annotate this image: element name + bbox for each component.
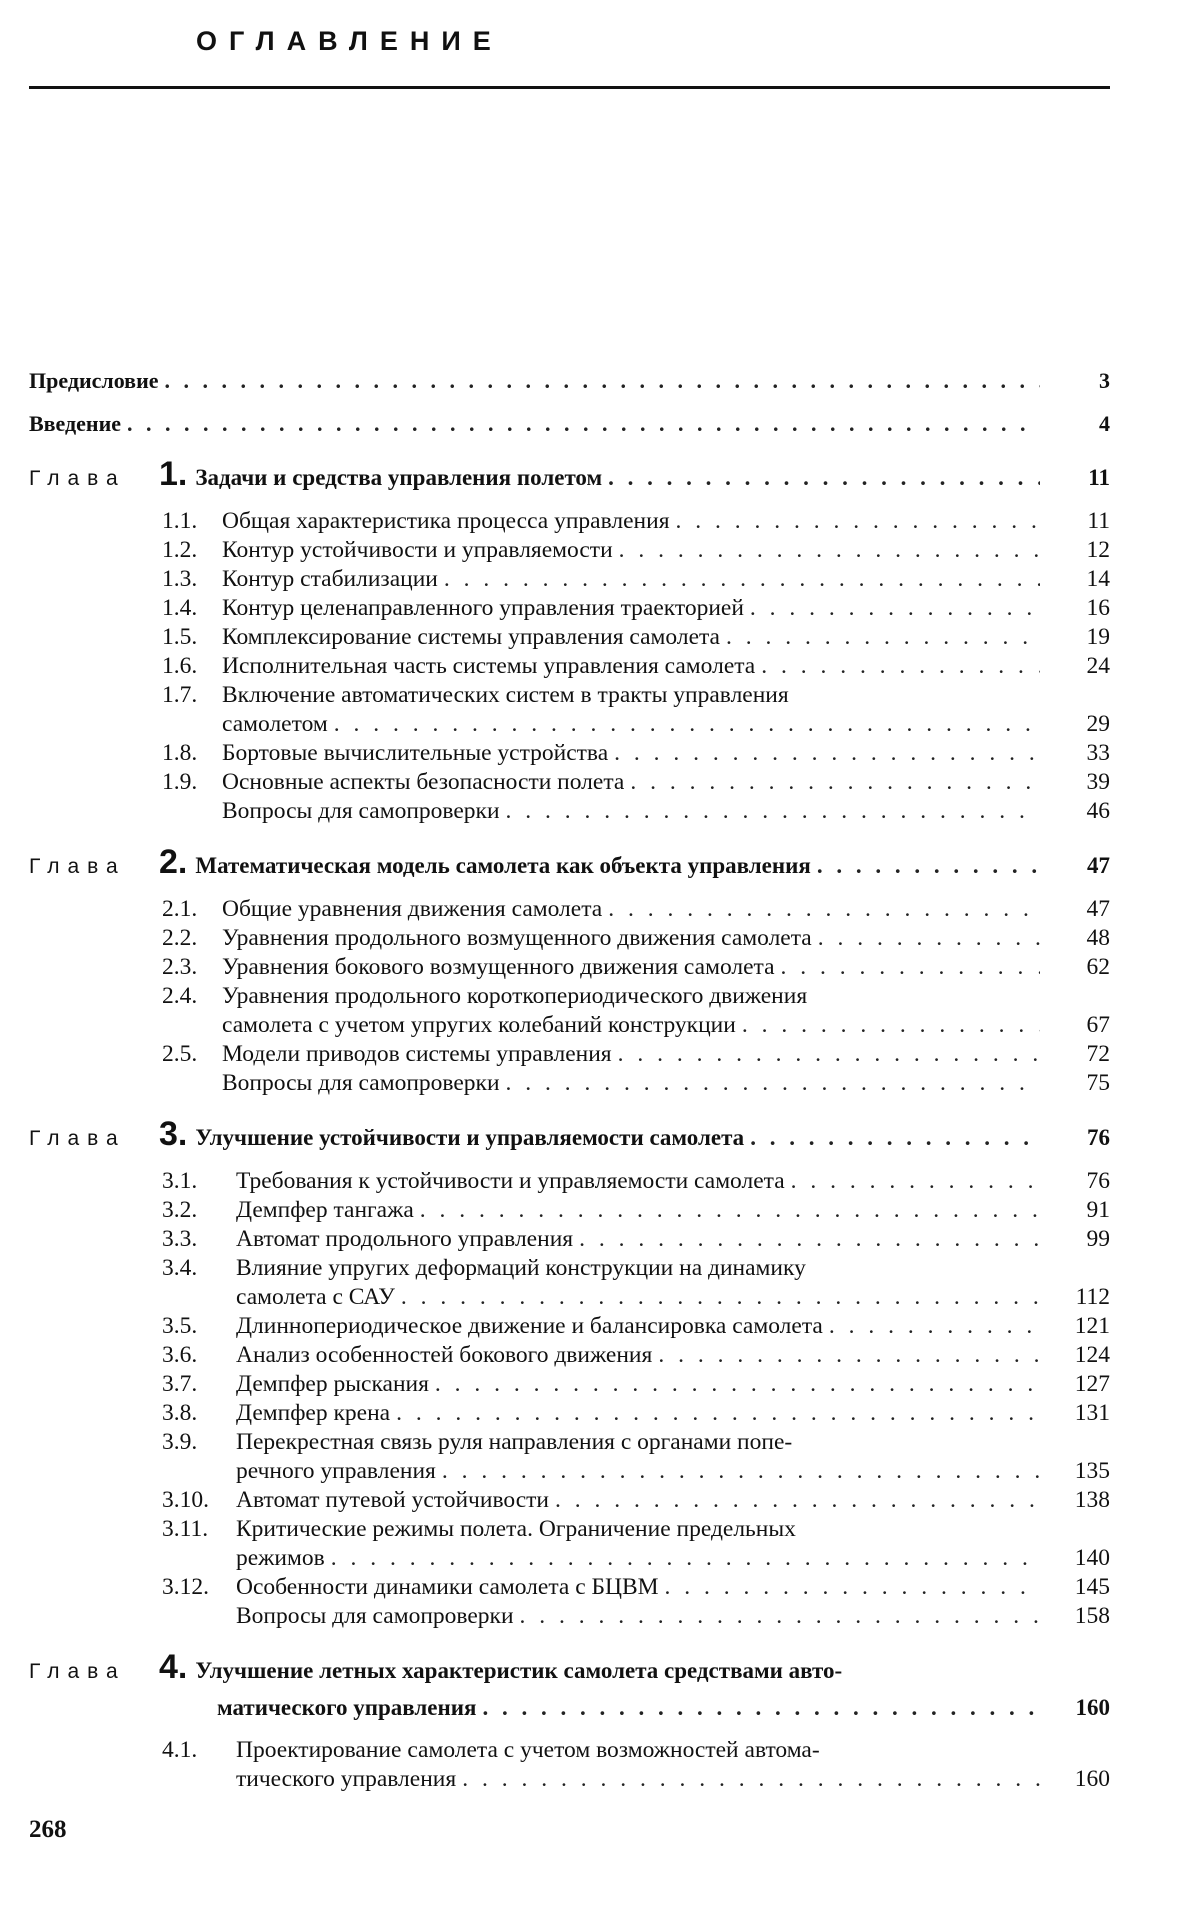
section-entry <box>29 1225 1110 1254</box>
chapter-line <box>29 844 1110 885</box>
section-title: Контур целенаправленного управления траекторией <box>222 595 744 621</box>
section-number: 2.4. <box>162 983 198 1009</box>
section-title: Основные аспекты безопасности полета <box>222 769 625 795</box>
section-page: 47 <box>1086 896 1110 922</box>
section-page: 62 <box>1086 954 1110 980</box>
chapter-label: Глава <box>29 1127 126 1150</box>
entry-title: Введение <box>29 411 122 436</box>
section-line <box>162 1573 1110 1602</box>
section-line <box>162 623 1110 652</box>
dot-leader <box>791 1167 1040 1196</box>
dot-leader <box>829 1312 1040 1341</box>
dot-leader <box>506 797 1040 826</box>
dot-leader <box>742 1011 1040 1040</box>
section-title: Общая характеристика процесса управления <box>222 508 670 534</box>
section-line <box>162 594 1110 623</box>
section-title: Общие уравнения движения самолета <box>222 896 603 922</box>
chapter-title: Задачи и средства управления полетом <box>195 465 603 490</box>
section-entry <box>29 652 1110 681</box>
section-line <box>162 1486 1110 1515</box>
section-line <box>162 768 1110 797</box>
section-page: 11 <box>1087 508 1110 534</box>
entry-page: 3 <box>1099 368 1110 393</box>
section-entry <box>29 1399 1110 1428</box>
section-title: Анализ особенностей бокового движения <box>236 1342 653 1368</box>
section-number: 2.1. <box>162 896 198 922</box>
section-line <box>162 1040 1110 1069</box>
dot-leader <box>781 953 1040 982</box>
section-title: режимов <box>236 1545 325 1571</box>
section-title: Включение автоматических систем в тракты управления <box>222 682 789 708</box>
section-number: 2.2. <box>162 925 198 951</box>
section-line <box>162 1736 1110 1765</box>
section-page: 14 <box>1086 566 1110 592</box>
header-rule <box>29 86 1110 89</box>
dot-leader <box>579 1225 1040 1254</box>
section-line <box>162 1544 1110 1573</box>
section-title: Длиннопериодическое движение и балансировка самолета <box>236 1313 823 1339</box>
section-entry <box>29 895 1110 924</box>
section-title: Перекрестная связь руля направления с органами попе- <box>236 1429 793 1455</box>
dot-leader <box>750 1120 1040 1156</box>
section-page: 145 <box>1074 1574 1110 1600</box>
chapter-title: Улучшение устойчивости и управляемости самолета <box>195 1125 745 1150</box>
section-page: 127 <box>1074 1371 1110 1397</box>
section-page: 160 <box>1074 1766 1110 1792</box>
section-line <box>162 1399 1110 1428</box>
section-line <box>162 1515 1110 1544</box>
section-line <box>162 1011 1110 1040</box>
section-number: 1.8. <box>162 740 198 766</box>
section-page: 140 <box>1074 1545 1110 1571</box>
section-title: Исполнительная часть системы управления самолета <box>222 653 756 679</box>
chapter-label: Глава <box>29 1660 126 1683</box>
section-title: тического управления <box>236 1766 457 1792</box>
chapter-page: 11 <box>1088 465 1110 490</box>
section-line <box>162 681 1110 710</box>
section-number: 2.5. <box>162 1041 198 1067</box>
section-page: 91 <box>1086 1197 1110 1223</box>
section-page: 158 <box>1074 1603 1110 1629</box>
section-title: Влияние упругих деформаций конструкции на динамику <box>236 1255 806 1281</box>
section-number: 1.7. <box>162 682 198 708</box>
chapter-page: 76 <box>1087 1125 1110 1150</box>
section-entry <box>29 1602 1110 1631</box>
entry-page: 4 <box>1099 411 1110 436</box>
section-title: Демпфер крена <box>236 1400 391 1426</box>
section-title: Уравнения продольного возмущенного движения самолета <box>222 925 812 951</box>
section-title: Требования к устойчивости и управляемости самолета <box>236 1168 785 1194</box>
section-number: 1.3. <box>162 566 198 592</box>
section-title: Демпфер рыскания <box>236 1371 429 1397</box>
dot-leader <box>817 848 1040 884</box>
section-title: Контур устойчивости и управляемости <box>222 537 613 563</box>
section-entry <box>29 1736 1110 1794</box>
section-number: 3.11. <box>162 1516 209 1542</box>
section-entry <box>29 1341 1110 1370</box>
section-entry <box>29 1515 1110 1573</box>
dot-leader <box>401 1283 1040 1312</box>
section-line <box>162 739 1110 768</box>
dot-leader <box>396 1399 1040 1428</box>
page-title: ОГЛАВЛЕНИЕ <box>196 26 503 56</box>
dot-leader <box>619 536 1040 565</box>
section-title: самолета с учетом упругих колебаний конструкции <box>222 1012 736 1038</box>
dot-leader <box>520 1602 1040 1631</box>
section-entry <box>29 1573 1110 1602</box>
chapter-page: 47 <box>1087 853 1110 878</box>
section-entry <box>29 924 1110 953</box>
section-entry <box>29 1254 1110 1312</box>
chapter-label: Глава <box>29 467 126 490</box>
section-line <box>162 1283 1110 1312</box>
table-of-contents <box>29 366 1110 1794</box>
section-title: Особенности динамики самолета с БЦВМ <box>236 1574 659 1600</box>
section-title: Критические режимы полета. Ограничение предельных <box>236 1516 796 1542</box>
section-page: 72 <box>1086 1041 1110 1067</box>
section-page: 12 <box>1086 537 1110 563</box>
section-title: Автомат продольного управления <box>236 1226 574 1252</box>
dot-leader <box>506 1069 1040 1098</box>
chapter-label: Глава <box>29 855 126 878</box>
dot-leader <box>761 652 1040 681</box>
section-title: Уравнения продольного короткопериодического движения <box>222 983 808 1009</box>
dot-leader <box>165 366 1040 395</box>
section-page: 24 <box>1086 653 1110 679</box>
section-number: 3.6. <box>162 1342 198 1368</box>
chapter-line <box>29 1649 1110 1690</box>
dot-leader <box>462 1765 1040 1794</box>
section-entry <box>29 681 1110 739</box>
chapter-heading <box>29 456 1110 497</box>
dot-leader <box>818 924 1040 953</box>
section-line <box>162 710 1110 739</box>
chapter-heading <box>29 1116 1110 1157</box>
chapter-title: Улучшение летных характеристик самолета средствами авто- <box>195 1658 843 1683</box>
section-number: 3.2. <box>162 1197 198 1223</box>
dot-leader <box>331 1544 1040 1573</box>
page-number: 268 <box>29 1816 67 1843</box>
section-number: 1.1. <box>162 508 198 534</box>
section-page: 135 <box>1074 1458 1110 1484</box>
section-line <box>162 895 1110 924</box>
chapter-number: 3. <box>159 1115 188 1153</box>
section-number: 1.4. <box>162 595 198 621</box>
dot-leader <box>676 507 1041 536</box>
spacer <box>29 395 1110 409</box>
chapter-heading <box>29 844 1110 885</box>
dot-leader <box>726 623 1040 652</box>
section-number: 3.8. <box>162 1400 198 1426</box>
dot-leader <box>618 1040 1040 1069</box>
section-page: 29 <box>1086 711 1110 737</box>
dot-leader <box>630 768 1040 797</box>
section-page: 16 <box>1086 595 1110 621</box>
section-title: Уравнения бокового возмущенного движения самолета <box>222 954 775 980</box>
section-line <box>162 797 1110 826</box>
section-line <box>162 652 1110 681</box>
section-entry <box>29 739 1110 768</box>
chapter-title-cont: матического управления <box>217 1695 477 1720</box>
dot-leader <box>608 460 1040 496</box>
dot-leader <box>420 1196 1040 1225</box>
section-line <box>162 565 1110 594</box>
section-number: 3.10. <box>162 1487 209 1513</box>
section-line <box>162 1196 1110 1225</box>
chapter-number: 1. <box>159 455 188 493</box>
section-title: Вопросы для самопроверки <box>236 1603 514 1629</box>
section-title: Вопросы для самопроверки <box>222 798 500 824</box>
section-page: 33 <box>1086 740 1110 766</box>
dot-leader <box>614 739 1040 768</box>
toc-line <box>29 409 1110 438</box>
section-title: Модели приводов системы управления <box>222 1041 612 1067</box>
chapter-line <box>29 456 1110 497</box>
section-entry <box>29 1196 1110 1225</box>
chapter-number: 4. <box>159 1648 188 1686</box>
section-page: 48 <box>1086 925 1110 951</box>
chapter-heading <box>29 1649 1110 1726</box>
section-line <box>162 982 1110 1011</box>
section-page: 138 <box>1074 1487 1110 1513</box>
section-line <box>162 1428 1110 1457</box>
section-entry <box>29 1486 1110 1515</box>
dot-leader <box>608 895 1040 924</box>
section-line <box>162 1069 1110 1098</box>
dot-leader <box>658 1341 1040 1370</box>
section-line <box>162 1765 1110 1794</box>
entry-title: Предисловие <box>29 368 159 393</box>
section-entry <box>29 768 1110 797</box>
chapter-line <box>29 1116 1110 1157</box>
section-page: 67 <box>1086 1012 1110 1038</box>
section-entry <box>29 565 1110 594</box>
section-line <box>162 1254 1110 1283</box>
section-title: Проектирование самолета с учетом возможностей автома- <box>236 1737 820 1763</box>
section-number: 3.12. <box>162 1574 209 1600</box>
section-entry <box>29 982 1110 1040</box>
section-page: 131 <box>1074 1400 1110 1426</box>
section-entry <box>29 536 1110 565</box>
section-entry <box>29 1167 1110 1196</box>
section-line <box>162 924 1110 953</box>
section-title: самолетом <box>222 711 328 737</box>
section-entry <box>29 1312 1110 1341</box>
section-number: 1.9. <box>162 769 198 795</box>
chapter-page: 160 <box>1075 1695 1110 1720</box>
section-number: 3.5. <box>162 1313 198 1339</box>
dot-leader <box>555 1486 1040 1515</box>
section-line <box>162 1341 1110 1370</box>
section-number: 2.3. <box>162 954 198 980</box>
section-line <box>162 1602 1110 1631</box>
dot-leader <box>482 1690 1040 1726</box>
section-line <box>162 1370 1110 1399</box>
section-number: 3.3. <box>162 1226 198 1252</box>
section-page: 39 <box>1086 769 1110 795</box>
section-number: 3.1. <box>162 1168 198 1194</box>
dot-leader <box>334 710 1040 739</box>
toc-entry <box>29 366 1110 395</box>
section-title: Комплексирование системы управления самолета <box>222 624 720 650</box>
section-entry <box>29 1370 1110 1399</box>
section-title: Автомат путевой устойчивости <box>236 1487 549 1513</box>
section-title: Бортовые вычислительные устройства <box>222 740 609 766</box>
section-entry <box>29 594 1110 623</box>
section-line <box>162 953 1110 982</box>
dot-leader <box>127 409 1040 438</box>
section-entry <box>29 1428 1110 1486</box>
section-number: 1.5. <box>162 624 198 650</box>
section-entry <box>29 1040 1110 1069</box>
dot-leader <box>750 594 1040 623</box>
dot-leader <box>665 1573 1040 1602</box>
section-entry <box>29 623 1110 652</box>
section-entry <box>29 797 1110 826</box>
section-title: Демпфер тангажа <box>236 1197 414 1223</box>
section-page: 99 <box>1086 1226 1110 1252</box>
section-entry <box>29 953 1110 982</box>
chapter-line <box>29 1690 1110 1726</box>
section-number: 1.2. <box>162 537 198 563</box>
section-number: 3.7. <box>162 1371 198 1397</box>
section-title: Контур стабилизации <box>222 566 438 592</box>
dot-leader <box>442 1457 1040 1486</box>
chapter-number: 2. <box>159 843 188 881</box>
dot-leader <box>435 1370 1040 1399</box>
section-page: 19 <box>1086 624 1110 650</box>
dot-leader <box>444 565 1040 594</box>
toc-line <box>29 366 1110 395</box>
section-page: 112 <box>1075 1284 1110 1310</box>
section-entry <box>29 507 1110 536</box>
section-title: самолета с САУ <box>236 1284 395 1310</box>
section-line <box>162 536 1110 565</box>
section-title: речного управления <box>236 1458 436 1484</box>
toc-entry <box>29 409 1110 438</box>
section-page: 124 <box>1074 1342 1110 1368</box>
section-line <box>162 1457 1110 1486</box>
section-page: 76 <box>1086 1168 1110 1194</box>
section-line <box>162 1225 1110 1254</box>
section-number: 3.9. <box>162 1429 198 1455</box>
section-number: 1.6. <box>162 653 198 679</box>
chapter-title: Математическая модель самолета как объекта управления <box>195 853 811 878</box>
section-number: 3.4. <box>162 1255 198 1281</box>
section-line <box>162 1167 1110 1196</box>
section-page: 46 <box>1086 798 1110 824</box>
section-line <box>162 1312 1110 1341</box>
section-page: 75 <box>1086 1070 1110 1096</box>
section-line <box>162 507 1110 536</box>
section-entry <box>29 1069 1110 1098</box>
section-title: Вопросы для самопроверки <box>222 1070 500 1096</box>
section-page: 121 <box>1074 1313 1110 1339</box>
section-number: 4.1. <box>162 1737 198 1763</box>
